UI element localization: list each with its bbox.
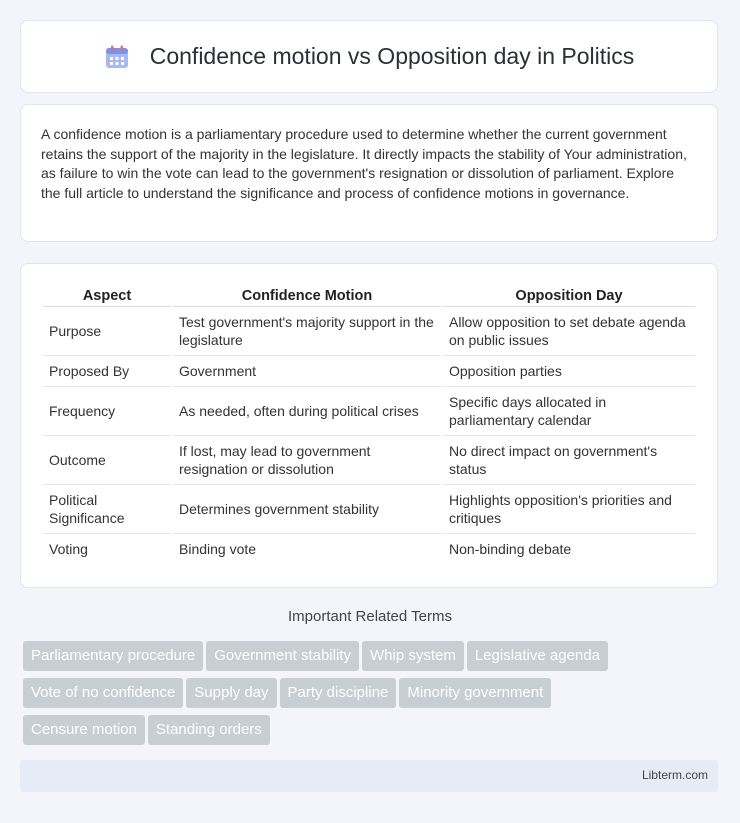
comparison-table: [41, 284, 697, 564]
intro-card: [20, 104, 718, 242]
table-row: [43, 387, 695, 436]
footer: [20, 760, 718, 792]
table-cell: Proposed By: [43, 356, 171, 387]
intro-text: A confidence motion is a parliamentary procedure used to determine whether the current government retains the support of the majority in the legislature. It directly impacts the stability of Your administration, as failure to win the vote can lead to the government's resignation or dissolution of parliament. Explore the full article to understand the significance and process of confidence motions in governance.: [41, 126, 687, 201]
tag-vote-of-no-confidence[interactable]: Vote of no confidence: [23, 678, 183, 708]
table-cell: No direct impact on government's status: [443, 436, 695, 485]
page-title: Confidence motion vs Opposition day in Politics: [149, 43, 635, 69]
tag-censure-motion[interactable]: Censure motion: [23, 715, 145, 745]
table-cell: Government: [173, 356, 441, 387]
table-row: [43, 356, 695, 387]
table-cell: Non-binding debate: [449, 541, 572, 557]
table-cell: As needed, often during political crises: [173, 387, 441, 436]
table-row: [43, 436, 695, 485]
table-cell: Purpose: [43, 307, 171, 356]
tag-legislative-agenda[interactable]: Legislative agenda: [467, 641, 608, 671]
related-terms-title: Important Related Terms: [288, 608, 452, 625]
table-cell: Voting: [49, 541, 88, 557]
footer-brand-link[interactable]: Libterm.com: [641, 768, 708, 782]
tag-standing-orders[interactable]: Standing orders: [148, 715, 270, 745]
table-cell: Frequency: [43, 387, 171, 436]
table-cell: Binding vote: [179, 541, 257, 557]
calendar-icon: [104, 44, 130, 70]
table-cell: Allow opposition to set debate agenda on public issues: [443, 307, 695, 356]
related-terms-list: [23, 641, 723, 752]
table-cell: Determines government stability: [173, 485, 441, 534]
table-cell: Political Significance: [43, 485, 171, 534]
table-cell: Outcome: [43, 436, 171, 485]
tag-supply-day[interactable]: Supply day: [186, 678, 276, 708]
table-row: [43, 485, 695, 534]
table-row: [43, 307, 695, 356]
table-cell: Test government's majority support in the legislature: [173, 307, 441, 356]
tag-party-discipline[interactable]: Party discipline: [280, 678, 397, 708]
table-cell: If lost, may lead to government resignation or dissolution: [173, 436, 441, 485]
tag-whip-system[interactable]: Whip system: [362, 641, 464, 671]
title-card: [20, 20, 718, 93]
table-header-row: [43, 284, 695, 307]
column-header: Opposition Day: [443, 284, 695, 307]
tag-government-stability[interactable]: Government stability: [206, 641, 359, 671]
column-header: Confidence Motion: [173, 284, 441, 307]
table-cell: Highlights opposition's priorities and critiques: [443, 485, 695, 534]
table-cell: Opposition parties: [443, 356, 695, 387]
column-header: Aspect: [43, 284, 171, 307]
tag-minority-government[interactable]: Minority government: [399, 678, 551, 708]
table-cell: Specific days allocated in parliamentary calendar: [443, 387, 695, 436]
table-row: [43, 534, 695, 564]
comparison-table-card: [20, 263, 718, 588]
tag-parliamentary-procedure[interactable]: Parliamentary procedure: [23, 641, 203, 671]
